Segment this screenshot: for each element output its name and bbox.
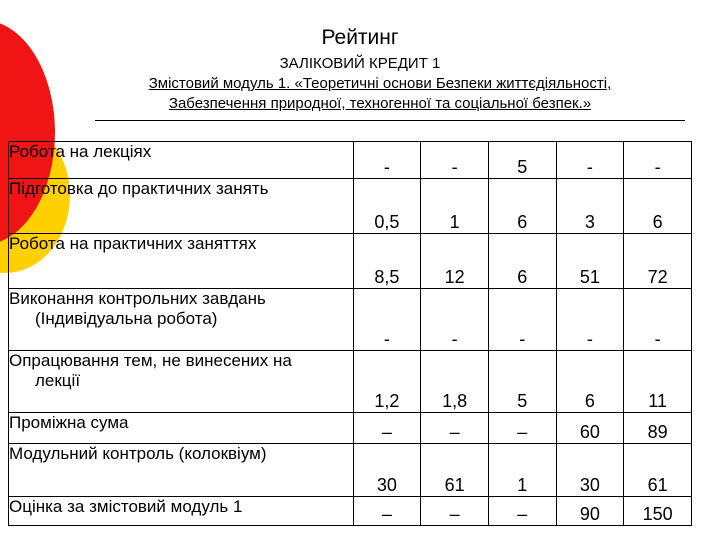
table-cell: 90 bbox=[556, 497, 624, 526]
table-cell: 11 bbox=[624, 351, 692, 413]
table-cell: – bbox=[488, 413, 556, 444]
table-cell: 1,2 bbox=[353, 351, 421, 413]
table-cell: - bbox=[353, 289, 421, 351]
heading-divider bbox=[95, 120, 685, 121]
table-cell: 1 bbox=[421, 179, 489, 234]
table-cell: 8,5 bbox=[353, 234, 421, 289]
row-label: Виконання контрольних завдань (Індивідуальна робота) bbox=[9, 289, 354, 351]
table-row bbox=[9, 234, 692, 289]
row-label: Підготовка до практичних занять bbox=[9, 179, 354, 234]
table-cell: 61 bbox=[421, 444, 489, 497]
table-cell: 30 bbox=[556, 444, 624, 497]
row-label: Модульний контроль (колоквіум) bbox=[9, 444, 354, 497]
table-cell: - bbox=[421, 289, 489, 351]
table-cell: 30 bbox=[353, 444, 421, 497]
table-cell: 6 bbox=[488, 179, 556, 234]
table-cell: 51 bbox=[556, 234, 624, 289]
table-cell: - bbox=[488, 289, 556, 351]
slide-subtitle: ЗАЛІКОВИЙ КРЕДИТ 1 bbox=[279, 55, 441, 72]
table-cell: 72 bbox=[624, 234, 692, 289]
table-cell: 60 bbox=[556, 413, 624, 444]
table-cell: 5 bbox=[488, 142, 556, 179]
table-cell: 150 bbox=[624, 497, 692, 526]
table-row bbox=[9, 497, 692, 526]
table-row bbox=[9, 142, 692, 179]
table-cell: - bbox=[556, 142, 624, 179]
table-cell: – bbox=[353, 413, 421, 444]
table-cell: 6 bbox=[624, 179, 692, 234]
table-cell: – bbox=[421, 413, 489, 444]
table-cell: 12 bbox=[421, 234, 489, 289]
table-cell: - bbox=[556, 289, 624, 351]
table-cell: - bbox=[624, 289, 692, 351]
table-cell: - bbox=[353, 142, 421, 179]
table-cell: 1 bbox=[488, 444, 556, 497]
module-heading-line-2: Забезпечення природної, техногенної та соціальної безпек.» bbox=[168, 95, 592, 112]
table-cell: 1,8 bbox=[421, 351, 489, 413]
table-cell: - bbox=[421, 142, 489, 179]
table-cell: - bbox=[624, 142, 692, 179]
table-row bbox=[9, 444, 692, 497]
table-row bbox=[9, 351, 692, 413]
table-cell: 6 bbox=[488, 234, 556, 289]
row-label: Оцінка за змістовий модуль 1 bbox=[9, 497, 354, 526]
table-cell: 89 bbox=[624, 413, 692, 444]
table-cell: 0,5 bbox=[353, 179, 421, 234]
table-cell: – bbox=[353, 497, 421, 526]
table-row bbox=[9, 289, 692, 351]
table-cell: 61 bbox=[624, 444, 692, 497]
table-cell: – bbox=[421, 497, 489, 526]
table-cell: – bbox=[488, 497, 556, 526]
table-cell: 3 bbox=[556, 179, 624, 234]
table-row bbox=[9, 413, 692, 444]
row-label: Опрацювання тем, не винесених на лекції bbox=[9, 351, 354, 413]
table-cell: 5 bbox=[488, 351, 556, 413]
slide-title: Рейтинг bbox=[321, 26, 399, 49]
module-heading bbox=[70, 74, 690, 114]
row-label: Робота на практичних заняттях bbox=[9, 234, 354, 289]
table-cell: 6 bbox=[556, 351, 624, 413]
rating-table bbox=[8, 141, 692, 526]
row-label: Робота на лекціях bbox=[9, 142, 354, 179]
module-heading-line-1: Змістовий модуль 1. «Теоретичні основи Безпеки життєдіяльності, bbox=[148, 75, 612, 92]
row-label: Проміжна сума bbox=[9, 413, 354, 444]
table-row bbox=[9, 179, 692, 234]
